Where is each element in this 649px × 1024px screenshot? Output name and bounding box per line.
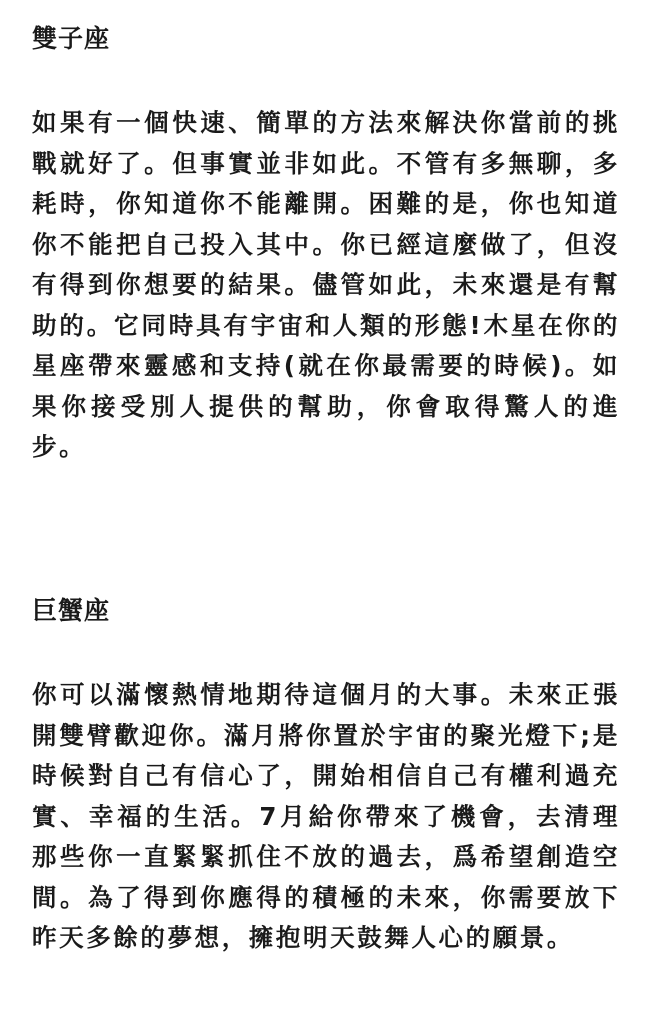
cancer-heading: 巨蟹座 (32, 596, 111, 625)
cancer-section (32, 590, 620, 959)
gemini-paragraph: 如果有一個快速、簡單的方法來解決你當前的挑戰就好了。但事實並非如此。不管有多無聊，多耗時，你知道你不能離開。困難的是，你也知道你不能把自己投入其中。你已經這麼做了，但沒有得到你想要的結果。儘管如此，未來還是有幫助的。它同時具有宇宙和人類的形態!木星在你的星座帶來靈感和支持(就在你最需要的時候)。如果你接受別人提供的幫助，你會取得驚人的進步。 (32, 108, 620, 461)
gemini-heading: 雙子座 (32, 24, 111, 53)
cancer-paragraph: 你可以滿懷熱情地期待這個月的大事。未來正張開雙臂歡迎你。滿月將你置於宇宙的聚光燈下;是時候對自己有信心了，開始相信自己有權利過充實、幸福的生活。7月給你帶來了機會，去清理那些你一直緊緊抓住不放的過去，爲希望創造空間。為了得到你應得的積極的未來，你需要放下昨天多餘的夢想，擁抱明天鼓舞人心的願景。 (32, 680, 620, 952)
gemini-section (32, 18, 620, 468)
